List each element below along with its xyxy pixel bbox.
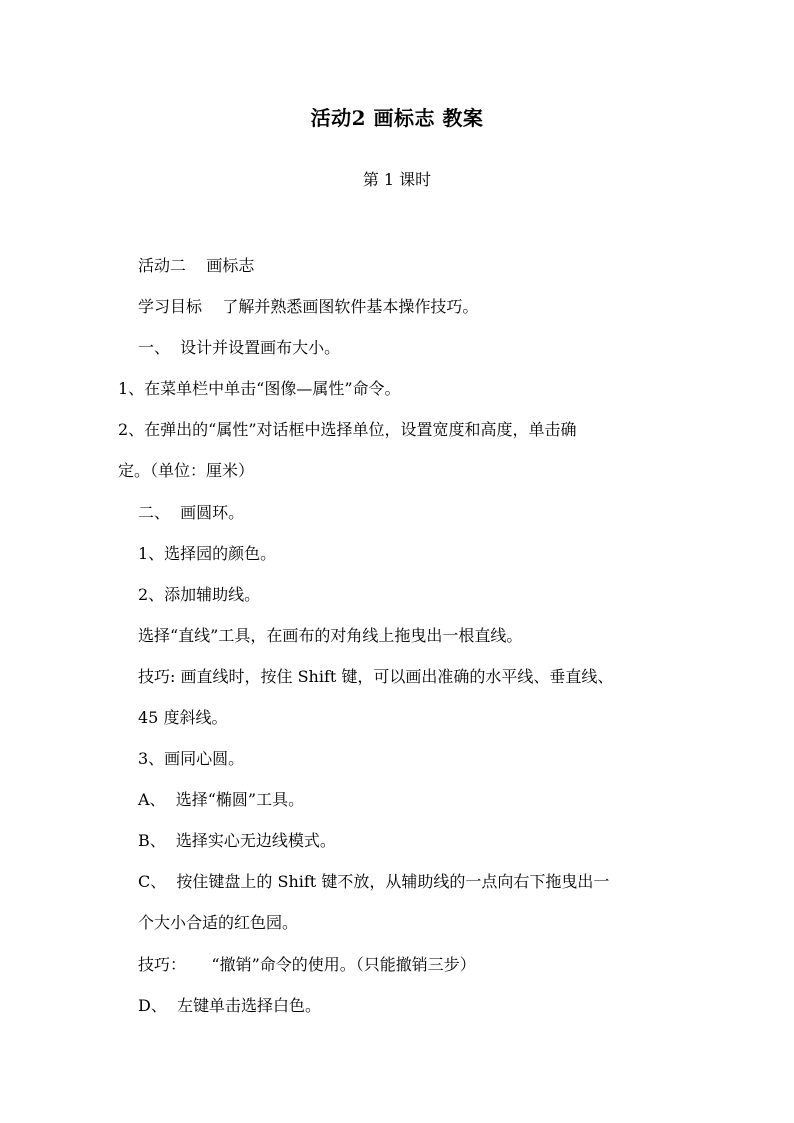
paragraph-line: 2、添加辅助线。 — [138, 585, 261, 604]
step-heading-1: 一、 设计并设置画布大小。 — [138, 338, 341, 357]
paragraph-line: 3、画同心圆。 — [138, 749, 245, 768]
sub-step-d: D、 左键单击选择白色。 — [138, 996, 322, 1015]
step-heading-2: 二、 画圆环。 — [138, 503, 245, 522]
tip-line: 技巧: 画直线时，按住 Shift 键，可以画出准确的水平线、垂直线、 — [138, 667, 614, 686]
paragraph-line: 定。（单位：厘米） — [118, 461, 255, 480]
document-title: 活动2 画标志 教案 — [310, 106, 484, 130]
lesson-period: 第 1 课时 — [362, 170, 432, 189]
tip-line: 技巧： “撤销”命令的使用。（只能撤销三步） — [138, 955, 476, 974]
paragraph-line: 1、选择园的颜色。 — [138, 544, 277, 563]
learning-goal: 学习目标 了解并熟悉画图软件基本操作技巧。 — [138, 297, 479, 316]
paragraph-line: 1、在菜单栏中单击“图像—属性”命令。 — [118, 379, 401, 398]
paragraph-line: 2、在弹出的“属性”对话框中选择单位，设置宽度和高度，单击确 — [118, 420, 577, 439]
paragraph-line: 45 度斜线。 — [138, 708, 228, 727]
sub-step-c: C、 按住键盘上的 Shift 键不放，从辅助线的一点向右下拖曳出一 — [138, 872, 610, 891]
paragraph-line: 选择“直线”工具，在画布的对角线上拖曳出一根直线。 — [138, 626, 523, 645]
sub-step-b: B、 选择实心无边线模式。 — [138, 831, 336, 850]
section-heading: 活动二 画标志 — [138, 256, 255, 275]
sub-step-a: A、 选择“椭圆”工具。 — [138, 790, 305, 809]
paragraph-line: 个大小合适的红色园。 — [138, 913, 299, 932]
